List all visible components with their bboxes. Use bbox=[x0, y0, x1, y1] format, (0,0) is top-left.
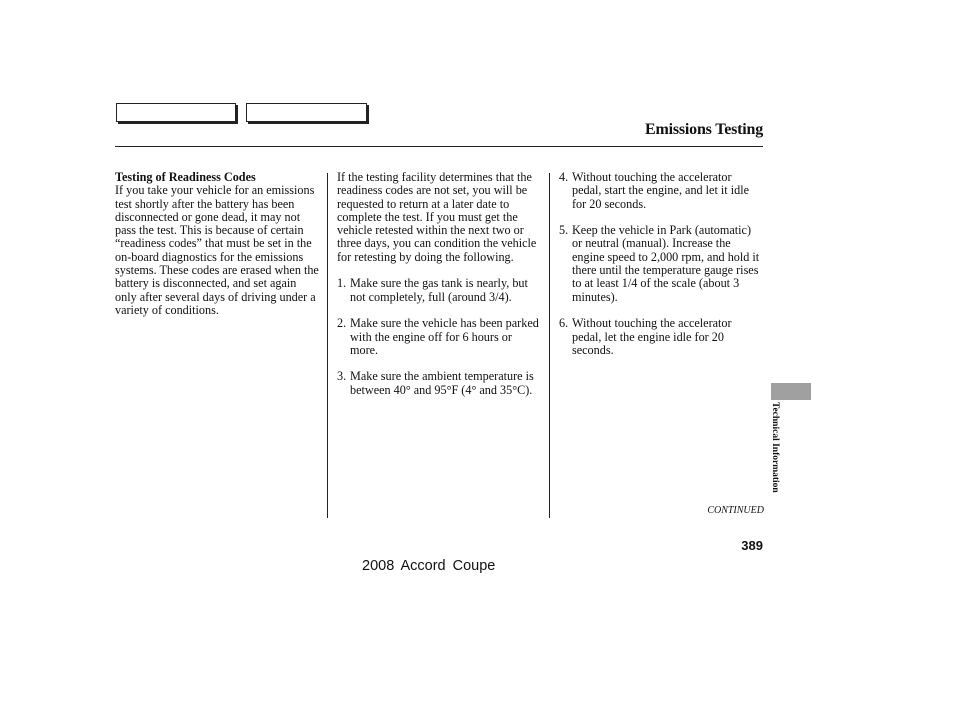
step-text: Make sure the vehicle has been parked with the engine off for 6 hours or more. bbox=[350, 316, 539, 357]
header-rule bbox=[115, 146, 763, 147]
retest-intro: If the testing facility determines that the readiness codes are not set, you will be requested to return at a later date to complete the test. If you must get the vehicle retested within the next two or three days, you can condition the vehicle for retesting by doing the following. bbox=[337, 170, 537, 264]
step-number: 4. bbox=[559, 170, 569, 184]
step-number: 6. bbox=[559, 316, 569, 331]
nav-tab-box-1[interactable] bbox=[116, 103, 236, 122]
step-text: Keep the vehicle in Park (automatic) or neutral (manual). Increase the engine speed to 2,000 rpm, and hold it there until the temperature gauge rises to at least 1/4 of the scale (about 3 minutes). bbox=[572, 223, 760, 304]
step-text: Make sure the gas tank is nearly, but not completely, full (around 3/4). bbox=[350, 276, 528, 304]
step-number: 1. bbox=[337, 276, 347, 291]
readiness-codes-heading: Testing of Readiness Codes bbox=[115, 170, 256, 184]
step-list-1 bbox=[337, 277, 542, 397]
step-item bbox=[559, 171, 764, 211]
section-title: Emissions Testing bbox=[645, 121, 763, 138]
step-text: Without touching the accelerator pedal, let the engine idle for 20 seconds. bbox=[572, 316, 732, 357]
readiness-codes-body: If you take your vehicle for an emissions test shortly after the battery has been disconnected or gone dead, it may not pass the test. This is because of certain “readiness codes” that must be set in the on-board diagnostics for the emissions systems. These codes are erased when the battery is disconnected, and set again only after several days of driving under a variety of conditions. bbox=[115, 183, 319, 317]
nav-tab-box-2[interactable] bbox=[246, 103, 367, 122]
continued-label: CONTINUED bbox=[707, 505, 764, 516]
step-item bbox=[559, 224, 764, 304]
column-3 bbox=[559, 171, 764, 370]
step-number: 2. bbox=[337, 316, 347, 331]
page-number: 389 bbox=[741, 538, 763, 553]
column-1 bbox=[115, 171, 320, 331]
step-number: 3. bbox=[337, 369, 347, 384]
column-divider-1 bbox=[327, 173, 328, 518]
step-item bbox=[559, 317, 764, 357]
step-text: Without touching the accelerator pedal, start the engine, and let it idle for 20 seconds. bbox=[572, 170, 749, 211]
column-2 bbox=[337, 171, 542, 410]
section-side-tab[interactable] bbox=[771, 383, 811, 400]
step-item bbox=[337, 277, 542, 304]
step-item bbox=[337, 317, 542, 357]
column-divider-2 bbox=[549, 173, 550, 518]
step-item bbox=[337, 370, 542, 397]
step-number: 5. bbox=[559, 223, 569, 238]
model-footer: 2008 Accord Coupe bbox=[362, 558, 496, 574]
step-list-2 bbox=[559, 171, 764, 357]
step-text: Make sure the ambient temperature is between 40° and 95°F (4° and 35°C). bbox=[350, 369, 534, 397]
section-side-label: Technical Information bbox=[770, 402, 780, 493]
